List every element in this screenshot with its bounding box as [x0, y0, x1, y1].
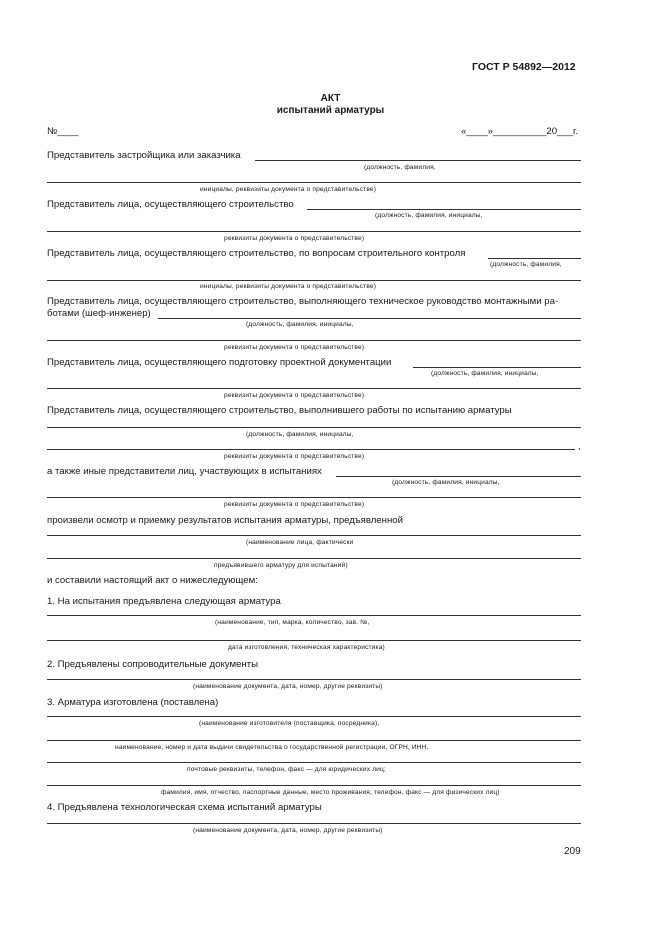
chief-line[interactable]: [158, 318, 581, 319]
chief-label-1: Представитель лица, осуществляющего строительство, выполняющего техническое руководство монтажными ра-: [47, 296, 559, 307]
inspected-label: произвели осмотр и приемку результатов испытания арматуры, предъявленной: [47, 515, 403, 526]
control-caption-1: (должность, фамилия,: [490, 261, 562, 268]
item3-caption-1: (наименование изготовителя (поставщика, посредника),: [199, 720, 380, 727]
developer-caption-1: (должность, фамилия,: [364, 164, 436, 171]
others-caption-1: (должность, фамилия, инициалы,: [392, 479, 500, 486]
developer-label: Представитель застройщика или заказчика: [47, 150, 241, 161]
others-label: а также иные представители лиц, участвующих в испытаниях: [47, 466, 322, 477]
act-number-field[interactable]: №____: [47, 126, 79, 137]
control-label: Представитель лица, осуществляющего строительство, по вопросам строительного контроля: [47, 248, 466, 259]
developer-line-2[interactable]: [47, 182, 581, 183]
chief-caption-1: (должность, фамилия, инициалы,: [246, 321, 354, 328]
others-line-2[interactable]: [47, 497, 581, 498]
item3-line-2[interactable]: [47, 740, 581, 741]
document-title: АКТ: [320, 93, 341, 104]
developer-line[interactable]: [255, 160, 581, 161]
item4-line[interactable]: [47, 823, 581, 824]
builder-caption-2: реквизиты документа о представительстве): [224, 235, 365, 242]
inspected-caption-1: (наименование лица, фактически: [246, 539, 354, 546]
item1-line[interactable]: [47, 615, 581, 616]
design-caption-2: реквизиты документа о представительстве): [224, 392, 365, 399]
control-line-2[interactable]: [47, 280, 581, 281]
item4-label: 4. Предъявлена технологическая схема испытаний арматуры: [47, 802, 322, 813]
item2-line[interactable]: [47, 679, 581, 680]
document-subtitle: испытаний арматуры: [276, 105, 385, 116]
builder-line-2[interactable]: [47, 231, 581, 232]
item3-caption-2: наименование, номер и дата выдачи свидетельства о государственной регистрации, ОГРН, ИНН,: [115, 744, 429, 751]
item3-line-4[interactable]: [47, 785, 581, 786]
design-label: Представитель лица, осуществляющего подготовку проектной документации: [47, 357, 392, 368]
tester-caption-2: реквизиты документа о представительстве): [224, 453, 365, 460]
item4-caption-1: (наименование документа, дата, номер, другие реквизиты): [193, 827, 383, 834]
chief-label-2: ботами (шеф-инженер): [47, 308, 151, 319]
developer-caption-2: инициалы, реквизиты документа о представительстве): [200, 186, 377, 193]
design-caption-1: (должность, фамилия, инициалы,: [431, 370, 539, 377]
inspected-caption-2: предъявившего арматуру для испытаний): [214, 562, 348, 569]
design-line-2[interactable]: [47, 388, 581, 389]
page-number: 209: [564, 846, 581, 857]
control-line[interactable]: [488, 258, 581, 259]
tester-label: Представитель лица, осуществляющего строительство, выполнившего работы по испытанию арматуры: [47, 405, 512, 416]
act-date-field[interactable]: «____»__________20___г.: [461, 126, 579, 137]
chief-line-2[interactable]: [47, 340, 581, 341]
design-line[interactable]: [413, 367, 581, 368]
item1-label: 1. На испытания предъявлена следующая арматура: [47, 596, 281, 607]
item3-label: 3. Арматура изготовлена (поставлена): [47, 697, 219, 708]
item1-caption-2: дата изготовления, техническая характеристика): [228, 644, 385, 651]
inspected-line[interactable]: [47, 535, 581, 536]
tester-line[interactable]: [47, 427, 581, 428]
chief-caption-2: реквизиты документа о представительстве): [224, 344, 365, 351]
control-caption-2: инициалы, реквизиты документа о представительстве): [200, 283, 377, 290]
item1-line-2[interactable]: [47, 640, 581, 641]
others-line[interactable]: [336, 476, 581, 477]
builder-label: Представитель лица, осуществляющего строительство: [47, 199, 294, 210]
tester-line-2[interactable]: [47, 449, 575, 450]
inspected-line-2[interactable]: [47, 558, 581, 559]
item3-line-3[interactable]: [47, 762, 581, 763]
item3-caption-4: фамилия, имя, отчество, паспортные данные, место проживания, телефон, факс — для физических лиц): [161, 789, 500, 796]
compiled-label: и составили настоящий акт о нижеследующем:: [47, 575, 258, 586]
item2-caption-1: (наименование документа, дата, номер, другие реквизиты): [193, 683, 383, 690]
builder-line[interactable]: [307, 209, 581, 210]
item3-caption-3: почтовые реквизиты, телефон, факс — для юридических лиц;: [187, 766, 386, 773]
standard-code: ГОСТ Р 54892—2012: [472, 61, 576, 73]
tester-comma: ,: [578, 441, 581, 452]
tester-caption-1: (должность, фамилия, инициалы,: [246, 431, 354, 438]
item3-line[interactable]: [47, 716, 581, 717]
item1-caption-1: (наименование, тип, марка, количество, зав. №,: [215, 619, 370, 626]
item2-label: 2. Предъявлены сопроводительные документы: [47, 659, 258, 670]
builder-caption-1: (должность, фамилия, инициалы,: [375, 212, 483, 219]
others-caption-2: реквизиты документа о представительстве): [224, 501, 365, 508]
